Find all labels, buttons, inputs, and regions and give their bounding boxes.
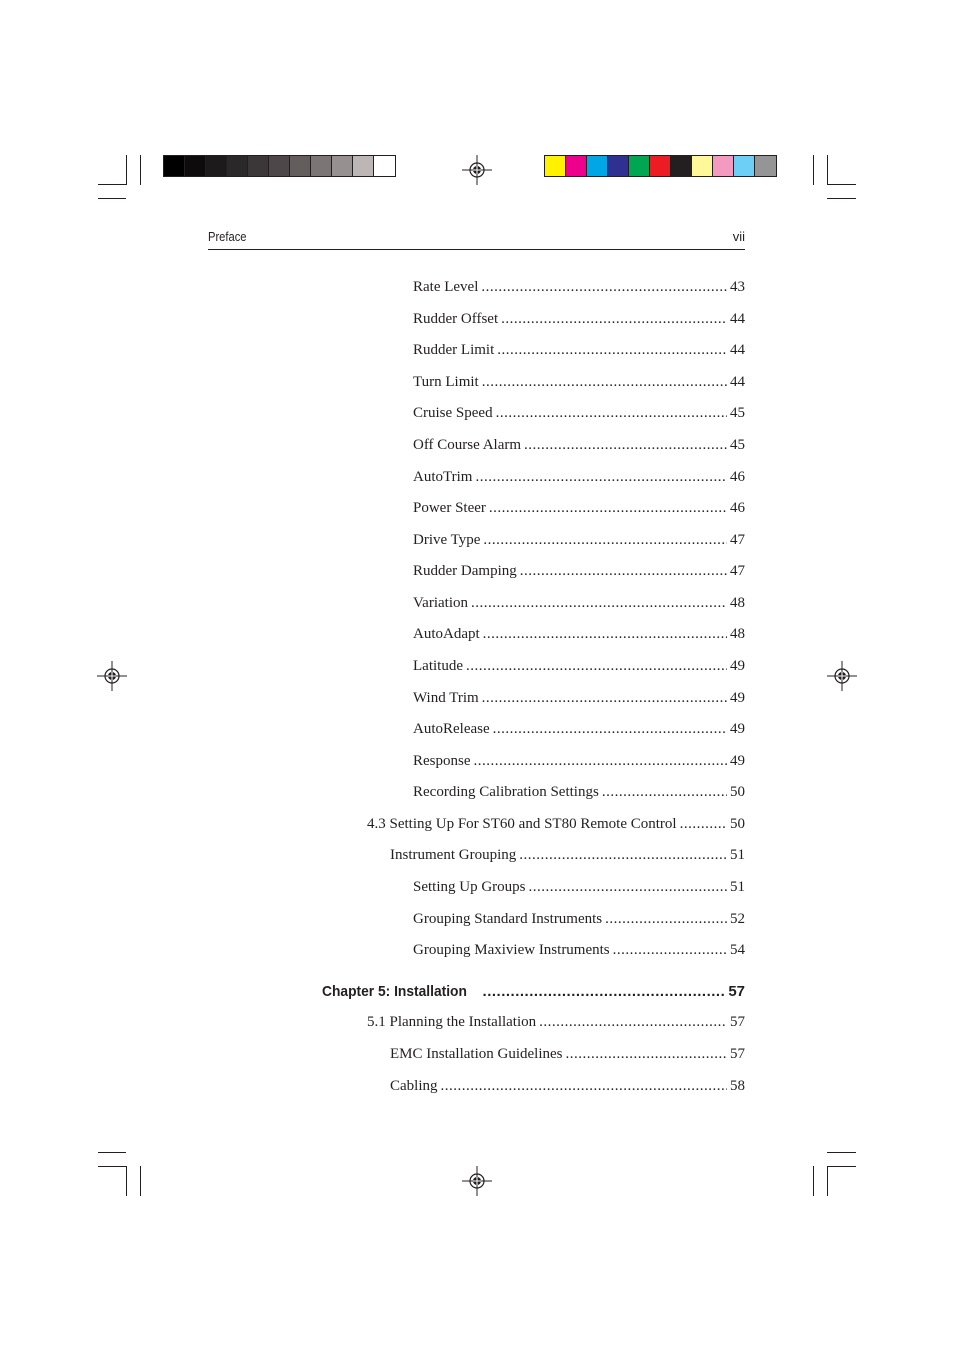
- toc-entry-title: Power Steer: [413, 500, 486, 516]
- crop-mark: [126, 1166, 127, 1196]
- toc-entry[interactable]: [413, 626, 745, 648]
- dot-leader: [483, 626, 727, 643]
- dot-leader: [471, 595, 727, 612]
- toc-entry-title: Rate Level: [413, 279, 479, 295]
- toc-entry[interactable]: [413, 469, 745, 491]
- crop-mark: [827, 1152, 856, 1153]
- color-swatch: [290, 156, 311, 176]
- toc-entry-title: Rudder Limit: [413, 342, 495, 358]
- dot-leader: [441, 1078, 728, 1095]
- toc-entry-page: 57: [730, 1046, 745, 1062]
- color-swatch: [545, 156, 566, 176]
- toc-entry-page: 58: [730, 1078, 745, 1094]
- crop-mark: [140, 1166, 141, 1196]
- dot-leader: [529, 879, 728, 896]
- toc-entry-page: 45: [730, 437, 745, 453]
- dot-leader: [466, 658, 727, 675]
- dot-leader: [493, 721, 727, 738]
- toc-entry-title: Variation: [413, 595, 468, 611]
- color-swatch: [185, 156, 206, 176]
- toc-entry-page: 44: [730, 311, 745, 327]
- color-swatch: [608, 156, 629, 176]
- toc-entry-title: 4.3 Setting Up For ST60 and ST80 Remote Control: [367, 816, 677, 832]
- toc-entry-title: AutoRelease: [413, 721, 490, 737]
- crop-mark: [827, 184, 856, 185]
- crop-mark: [827, 198, 856, 199]
- toc-entry-title: Rudder Offset: [413, 311, 499, 327]
- toc-entry-page: 48: [730, 626, 745, 642]
- dot-leader: [489, 500, 727, 517]
- toc-entry-title: Cruise Speed: [413, 405, 493, 421]
- toc-entry[interactable]: [367, 816, 745, 838]
- toc-entry-page: 49: [730, 721, 745, 737]
- dot-leader: [605, 911, 727, 928]
- dot-leader: [539, 1014, 727, 1031]
- toc-entry-title: EMC Installation Guidelines: [390, 1046, 563, 1062]
- registration-mark-icon: [97, 661, 127, 691]
- toc-entry-page: 57: [728, 983, 745, 1000]
- toc-entry[interactable]: [413, 753, 745, 775]
- toc-entry[interactable]: [413, 911, 745, 933]
- color-swatch: [734, 156, 755, 176]
- toc-entry-title: AutoTrim: [413, 469, 473, 485]
- registration-mark-icon: [462, 155, 492, 185]
- toc-entry[interactable]: [413, 374, 745, 396]
- toc-entry-page: 46: [730, 469, 745, 485]
- toc-entry-page: 49: [730, 690, 745, 706]
- toc-entry-page: 50: [730, 784, 745, 800]
- color-swatch: [566, 156, 587, 176]
- toc-entry[interactable]: [413, 437, 745, 459]
- color-swatch: [692, 156, 713, 176]
- dot-leader: [680, 816, 727, 833]
- toc-entry[interactable]: [413, 690, 745, 712]
- toc-entry[interactable]: [413, 658, 745, 680]
- toc-entry[interactable]: [413, 563, 745, 585]
- color-swatch: [311, 156, 332, 176]
- crop-mark: [98, 1166, 126, 1167]
- toc-entry-page: 47: [730, 563, 745, 579]
- toc-entry-page: 44: [730, 342, 745, 358]
- color-swatch: [713, 156, 734, 176]
- toc-entry-page: 47: [730, 532, 745, 548]
- toc-entry[interactable]: [413, 279, 745, 301]
- dot-leader: [602, 784, 727, 801]
- dot-leader: [482, 690, 727, 707]
- crop-mark: [98, 198, 126, 199]
- toc-entry-title: Chapter 5: Installation: [322, 983, 467, 1000]
- color-swatch: [227, 156, 248, 176]
- color-swatch: [332, 156, 353, 176]
- toc-entry[interactable]: [413, 532, 745, 554]
- dot-leader: [613, 942, 727, 959]
- registration-mark-icon: [462, 1166, 492, 1196]
- color-swatch: [587, 156, 608, 176]
- crop-mark: [813, 155, 814, 185]
- color-swatch: [269, 156, 290, 176]
- toc-entry-title: Setting Up Groups: [413, 879, 526, 895]
- crop-mark: [827, 155, 828, 185]
- page-number: vii: [732, 229, 745, 244]
- toc-entry[interactable]: [367, 1014, 745, 1036]
- toc-entry-title: Latitude: [413, 658, 463, 674]
- toc-entry-page: 51: [730, 847, 745, 863]
- toc-entry-page: 48: [730, 595, 745, 611]
- toc-entry[interactable]: [413, 721, 745, 743]
- toc-entry[interactable]: [390, 1078, 745, 1100]
- toc-entry[interactable]: [390, 1046, 745, 1068]
- dot-leader: [519, 847, 727, 864]
- toc-entry-title: Drive Type: [413, 532, 481, 548]
- dot-leader: [475, 469, 727, 486]
- color-swatch: [248, 156, 269, 176]
- color-swatch: [353, 156, 374, 176]
- toc-entry[interactable]: [413, 595, 745, 617]
- toc-entry-page: 46: [730, 500, 745, 516]
- toc-entry-page: 54: [730, 942, 745, 958]
- toc-entry-title: Response: [413, 753, 471, 769]
- toc-entry-title: 5.1 Planning the Installation: [367, 1014, 537, 1030]
- toc-entry-page: 45: [730, 405, 745, 421]
- crop-mark: [813, 1166, 814, 1196]
- crop-mark: [140, 155, 141, 185]
- dot-leader: [496, 405, 727, 422]
- toc-entry-title: AutoAdapt: [413, 626, 480, 642]
- toc-entry-title: Off Course Alarm: [413, 437, 522, 453]
- toc-entry[interactable]: [413, 942, 745, 964]
- section-title: Preface: [208, 229, 247, 244]
- toc-entry-page: 43: [730, 279, 745, 295]
- color-swatch: [374, 156, 395, 176]
- toc-entry-title: Recording Calibration Settings: [413, 784, 599, 800]
- color-swatch: [650, 156, 671, 176]
- crop-mark: [98, 184, 126, 185]
- dot-leader: [474, 753, 728, 770]
- dot-leader: [501, 311, 727, 328]
- dot-leader: [520, 563, 727, 580]
- toc-entry-title: Grouping Standard Instruments: [413, 911, 603, 927]
- dot-leader: [483, 983, 726, 1000]
- dot-leader: [481, 279, 727, 296]
- dot-leader: [524, 437, 727, 454]
- running-header: [208, 229, 745, 250]
- toc-entry-page: 52: [730, 911, 745, 927]
- color-swatch: [671, 156, 692, 176]
- crop-mark: [827, 1166, 828, 1196]
- toc-entry-title: Grouping Maxiview Instruments: [413, 942, 610, 958]
- color-swatch: [629, 156, 650, 176]
- toc-entry-title: Cabling: [390, 1078, 438, 1094]
- toc-entry[interactable]: [413, 405, 745, 427]
- toc-entry[interactable]: [413, 342, 745, 364]
- dot-leader: [565, 1046, 727, 1063]
- color-swatch: [164, 156, 185, 176]
- crop-mark: [126, 155, 127, 185]
- grayscale-color-bar: [163, 155, 396, 177]
- toc-chapter-entry[interactable]: [322, 983, 745, 1005]
- color-swatch: [755, 156, 776, 176]
- toc-entry[interactable]: [413, 500, 745, 522]
- toc-entry-page: 57: [730, 1014, 745, 1030]
- toc-entry-page: 49: [730, 658, 745, 674]
- toc-entry[interactable]: [413, 311, 745, 333]
- toc-entry-title: Turn Limit: [413, 374, 479, 390]
- toc-entry-page: 50: [730, 816, 745, 832]
- toc-entry-title: Rudder Damping: [413, 563, 517, 579]
- registration-mark-icon: [827, 661, 857, 691]
- toc-entry-title: Wind Trim: [413, 690, 479, 706]
- toc-entry-page: 49: [730, 753, 745, 769]
- process-color-bar: [544, 155, 777, 177]
- crop-mark: [827, 1166, 856, 1167]
- toc-entry-page: 44: [730, 374, 745, 390]
- toc-entry[interactable]: [390, 847, 745, 869]
- dot-leader: [483, 532, 727, 549]
- toc-entry-title: Instrument Grouping: [390, 847, 517, 863]
- dot-leader: [482, 374, 727, 391]
- color-swatch: [206, 156, 227, 176]
- toc-entry[interactable]: [413, 879, 745, 901]
- crop-mark: [98, 1152, 126, 1153]
- dot-leader: [497, 342, 727, 359]
- toc-entry[interactable]: [413, 784, 745, 806]
- toc-entry-page: 51: [730, 879, 745, 895]
